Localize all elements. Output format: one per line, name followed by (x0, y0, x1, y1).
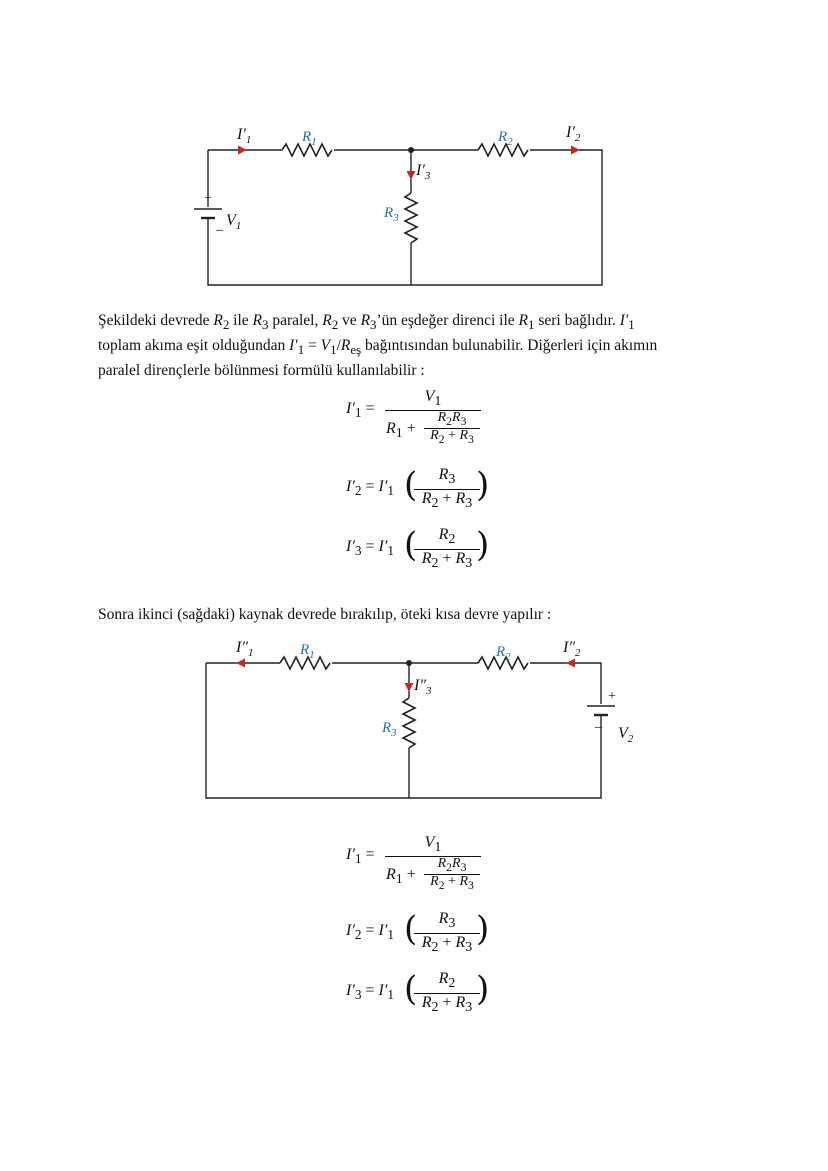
battery-minus-sign: _ (595, 715, 602, 730)
current-arrow-i3 (405, 683, 414, 692)
label-r3: $R_3$ (382, 720, 397, 739)
label-i1: $I'_1$ (237, 126, 252, 146)
resistor-r3 (405, 193, 417, 243)
label-r1: $R_1$ (302, 129, 317, 148)
label-i3: $I'_3$ (416, 162, 431, 182)
junction-node (408, 147, 414, 153)
equation-i1-set1: $I'_1$ = $V_1$ $R_1$ + $R_2R_3$ $R_2 + R_3$ (0, 388, 828, 448)
circuit-diagram-1 (0, 115, 828, 295)
equation-i3-set1: $I'_3 = I'_1$ ( $R_2$ $R_2 + R_3$ ) (346, 525, 490, 572)
current-arrow-i2 (571, 146, 580, 155)
paragraph-line-3: paralel dirençlerle bölünmesi formülü kullanılabilir : (98, 362, 425, 380)
resistor-r2 (478, 144, 528, 156)
battery-plus-sign: + (204, 191, 212, 206)
junction-node (406, 660, 412, 666)
label-r3: $R_3$ (384, 205, 399, 224)
wire-top-right (208, 150, 602, 285)
label-i2: $I''_2$ (563, 639, 581, 659)
paragraph-line-2: toplam akıma eşit olduğundan $I'_1 = V_1/R_{eş}$ bağıntısından bulunabilir. Diğerleri için akımın (98, 337, 658, 358)
label-v2: $V_2$ (618, 725, 634, 745)
explanation-paragraph (98, 310, 738, 381)
label-r1: $R_1$ (300, 642, 315, 661)
current-arrow-i1 (238, 146, 247, 155)
wire-right-lower (206, 663, 601, 798)
current-arrow-i1 (236, 659, 245, 668)
equation-i2-set1: $I'_2 = I'_1$ ( $R_3$ $R_2 + R_3$ ) (346, 465, 490, 512)
equation-i3-set2: $I'_3 = I'_1$ ( $R_2$ $R_2 + R_3$ ) (346, 969, 490, 1016)
battery-minus-sign: _ (216, 218, 223, 233)
circuit-diagram-2 (0, 628, 828, 808)
label-r2: $R_2$ (498, 129, 513, 148)
paragraph-line-1: Şekildeki devrede $R_2$ ile $R_3$ paralel, $R_2$ ve $R_3’ün$ eşdeğer direnci ile $R_1$ seri bağlıdır. $I'_1$ (98, 312, 635, 333)
second-source-paragraph: Sonra ikinci (sağdaki) kaynak devrede bırakılıp, öteki kısa devre yapılır : (98, 606, 552, 623)
resistor-r1 (282, 144, 332, 156)
current-arrow-i3 (407, 171, 416, 180)
equation-i2-set2: $I'_2 = I'_1$ ( $R_3$ $R_2 + R_3$ ) (346, 909, 490, 956)
label-i3: $I''_3$ (414, 677, 432, 697)
resistor-r3 (403, 698, 415, 748)
current-arrow-i2 (566, 659, 575, 668)
wire-top-right (530, 663, 601, 704)
label-r2: $R_2$ (496, 644, 511, 663)
label-i2: $I'_2$ (566, 124, 581, 144)
battery-plus-sign: + (608, 689, 616, 704)
label-i1: $I''_1$ (236, 639, 254, 659)
equation-i1-set2: $I'_1$ = $V_1$ $R_1$ + $R_2R_3$ $R_2 + R_3$ (0, 834, 828, 894)
label-v1: $V_1$ (226, 212, 242, 232)
resistor-r1 (280, 657, 330, 669)
